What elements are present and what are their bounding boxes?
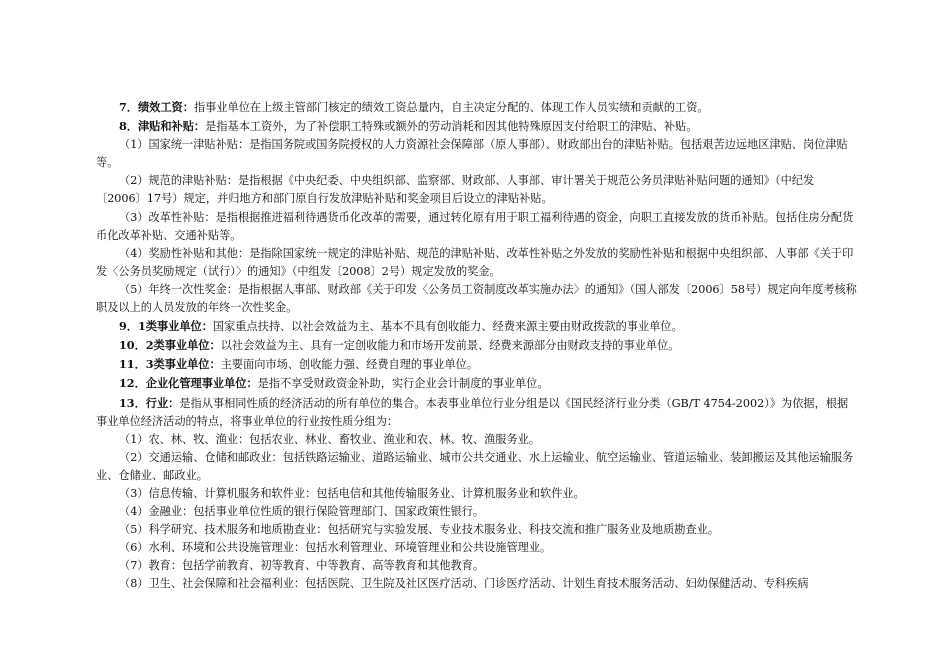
item-number: 10． (119, 338, 146, 353)
paragraph-13-4 (96, 503, 858, 521)
definition: （5）科学研究、技术服务和地质勘查业：包括研究与实验发展、专业技术服务业、科技交流和推广服务业及地质勘查业。 (119, 523, 720, 537)
definition: （8）卫生、社会保障和社会福利业：包括医院、卫生院及社区医疗活动、门诊医疗活动、计划生育技术服务活动、妇幼保健活动、专科疾病 (119, 577, 809, 591)
definition: 是指从事相同性质的经济活动的所有单位的集合。本表事业单位行业分组是以《国民经济行业分类（GB/T 4754-2002）》为依据，根据事业单位经济活动的特点，将事业单位的行业按性质分组为： (96, 396, 849, 428)
definition: （6）水利、环境和公共设施管理业：包括水利管理业、环境管理业和公共设施管理业。 (119, 541, 552, 555)
definition: 以社会效益为主、具有一定创收能力和市场开发前景、经费来源部分由财政支持的事业单位。 (220, 339, 680, 353)
definition: 是指不享受财政资金补助，实行企业会计制度的事业单位。 (257, 377, 549, 391)
paragraph-10 (96, 336, 858, 355)
paragraph-13 (96, 394, 858, 431)
definition: （5）年终一次性奖金：是指根据人事部、财政部《关于印发〈公务员工资制度改革实施办法〉的通知》（国人部发〔2006〕58号）规定向年度考核称职及以上的人员发放的年终一次性奖金。 (96, 282, 857, 315)
paragraph-13-5 (96, 521, 858, 539)
paragraph-13-7 (96, 557, 858, 575)
definition: （1）国家统一津贴补贴：是指国务院或国务院授权的人力资源社会保障部（原人事部）、财政部出台的津贴补贴。包括艰苦边远地区津贴、岗位津贴等。 (96, 138, 848, 170)
definition: （3）改革性补贴：是指根据推进福利待遇货币化改革的需要，通过转化原有用于职工福利待遇的资金，向职工直接发放的货币补贴。包括住房分配货币化改革补贴、交通补贴等。 (96, 210, 854, 242)
paragraph-8-3 (96, 209, 858, 245)
definition: （1）农、林、牧、渔业：包括农业、林业、畜牧业、渔业和农、林、牧、渔服务业。 (119, 432, 541, 446)
paragraph-9 (96, 317, 858, 336)
paragraph-8-1 (96, 136, 858, 172)
term: 2类事业单位： (145, 338, 221, 353)
document-body (96, 98, 858, 594)
paragraph-13-3 (96, 485, 858, 503)
term: 绩效工资： (137, 100, 194, 114)
item-number: 8． (119, 119, 138, 134)
term: 1类事业单位： (137, 319, 213, 334)
paragraph-13-8 (96, 575, 858, 593)
term: 企业化管理事业单位： (145, 376, 258, 391)
paragraph-8-5 (96, 281, 858, 317)
paragraph-13-1 (96, 431, 858, 449)
item-number: 11． (119, 357, 146, 372)
definition: 指事业单位在上级主管部门核定的绩效工资总量内，自主决定分配的、体现工作人员实绩和贡献的工资。 (193, 101, 709, 114)
definition: （2）规范的津贴补贴：是指根据《中央纪委、中央组织部、监察部、财政部、人事部、审计署关于规范公务员津贴补贴问题的通知》（中纪发〔2006〕17号）规定，并归地方和部门原自行发放津贴补贴和奖金项目后设立的津贴补贴。 (96, 174, 815, 206)
definition: 是指基本工资外，为了补偿职工特殊或额外的劳动消耗和因其他特殊原因支付给职工的津贴、补贴。 (205, 120, 698, 134)
definition: （3）信息传输、计算机服务和软件业：包括电信和其他传输服务业、计算机服务业和软件业。 (119, 486, 585, 500)
paragraph-7 (96, 98, 858, 117)
paragraph-8-2 (96, 172, 858, 208)
definition: （2）交通运输、仓储和邮政业：包括铁路运输业、道路运输业、城市公共交通业、水上运输业、航空运输业、管道运输业、装卸搬运及其他运输服务业、仓储业、邮政业。 (96, 450, 854, 482)
paragraph-11 (96, 355, 858, 374)
paragraph-13-2 (96, 449, 858, 485)
definition: 主要面向市场、创收能力强、经费自理的事业单位。 (220, 358, 479, 372)
paragraph-13-6 (96, 539, 858, 557)
item-number: 9． (119, 319, 138, 334)
definition: （7）教育：包括学前教育、初等教育、中等教育、高等教育和其他教育。 (119, 559, 485, 573)
term: 津贴和补贴： (137, 119, 206, 134)
item-number: 7． (119, 100, 138, 114)
term: 行业： (145, 395, 180, 410)
paragraph-8-4 (96, 245, 858, 281)
paragraph-12 (96, 374, 858, 393)
item-number: 12． (119, 376, 146, 391)
definition: （4）奖励性补贴和其他：是指除国家统一规定的津贴补贴、规范的津贴补贴、改革性补贴之外发放的奖励性补贴和根据中央组织部、人事部《关于印发〈公务员奖励规定（试行）〉的通知》（中组发〔2008〕2号）规定发放的奖金。 (96, 246, 854, 278)
paragraph-8 (96, 117, 858, 136)
term: 3类事业单位： (145, 357, 221, 372)
definition: （4）金融业：包括事业单位性质的银行保险管理部门、国家政策性银行。 (119, 505, 485, 519)
item-number: 13． (119, 395, 146, 410)
definition: 国家重点扶持、以社会效益为主、基本不具有创收能力、经费来源主要由财政拨款的事业单位。 (212, 320, 683, 334)
